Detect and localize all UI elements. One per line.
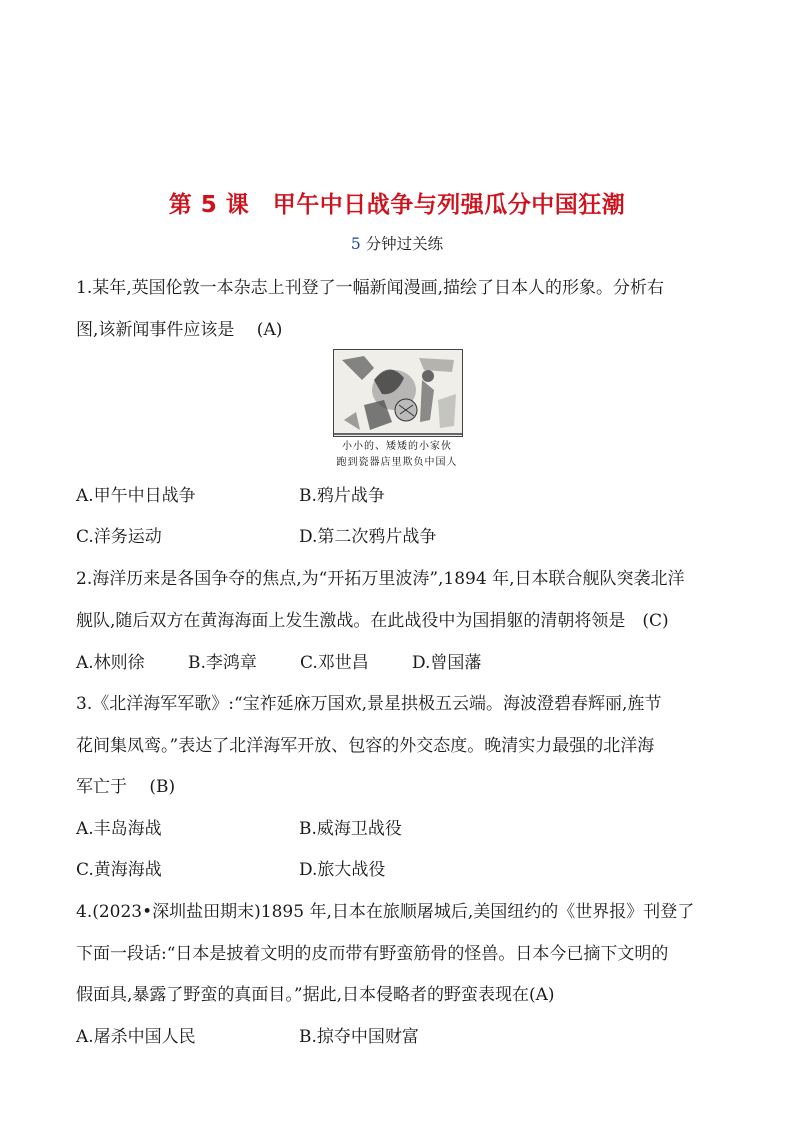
q1-option-d: D.第二次鸦片战争 [299,527,437,547]
q3-stem-line1: 3.《北洋海军军歌》:“宝祚延庥万国欢,景星拱极五云端。海波澄碧春辉丽,旌节 [76,694,662,714]
q2-option-d: D.曾国藩 [412,653,482,673]
cartoon-caption-line2: 跑到瓷器店里欺负中国人 [336,457,458,468]
q1-stem-line2: 图,该新闻事件应该是 (A) [76,320,283,340]
subtitle-number: 5 [350,235,361,253]
subtitle-text: 分钟过关练 [360,235,444,253]
q3-option-a: A.丰岛海战 [76,819,162,839]
cartoon-illustration [333,349,463,437]
lesson-title: 第 5 课 甲午中日战争与列强瓜分中国狂潮 [168,192,626,218]
q3-option-d: D.旅大战役 [299,860,386,880]
q2-stem-line2: 舰队,随后双方在黄海海面上发生激战。在此战役中为国捐躯的清朝将领是 (C) [76,611,669,631]
q3-option-b: B.威海卫战役 [299,819,402,839]
q1-stem-line1: 1.某年,英国伦敦一本杂志上刊登了一幅新闻漫画,描绘了日本人的形象。分析右 [76,278,665,298]
q4-stem-line1: 4.(2023•深圳盐田期末)1895 年,日本在旅顺屠城后,美国纽约的《世界报》刊登了 [76,902,695,922]
q4-option-a: A.屠杀中国人民 [76,1027,196,1047]
q1-option-a: A.甲午中日战争 [76,486,196,506]
q4-option-b: B.掠夺中国财富 [299,1027,419,1047]
q3-stem-line3: 军亡于 (B) [76,777,176,797]
q3-option-c: C.黄海海战 [76,860,162,880]
cartoon-caption-line1: 小小的、矮矮的小家伙 [342,441,452,452]
q2-stem-line1: 2.海洋历来是各国争夺的焦点,为“开拓万里波涛”,1894 年,日本联合舰队突袭北洋 [76,569,685,589]
cartoon-drawing [334,350,462,436]
q4-stem-line3: 假面具,暴露了野蛮的真面目。”据此,日本侵略者的野蛮表现在(A) [76,985,555,1005]
q2-option-b: B.李鸿章 [188,653,257,673]
q1-option-b: B.鸦片战争 [299,486,385,506]
q2-option-a: A.林则徐 [76,653,145,673]
q4-stem-line2: 下面一段话:“日本是披着文明的皮而带有野蛮筋骨的怪兽。日本今已摘下文明的 [76,944,669,964]
q3-stem-line2: 花间集凤鸾。”表达了北洋海军开放、包容的外交态度。晚清实力最强的北洋海 [76,736,655,756]
q1-option-c: C.洋务运动 [76,527,162,547]
q2-option-c: C.邓世昌 [300,653,369,673]
section-subtitle [0,232,794,254]
